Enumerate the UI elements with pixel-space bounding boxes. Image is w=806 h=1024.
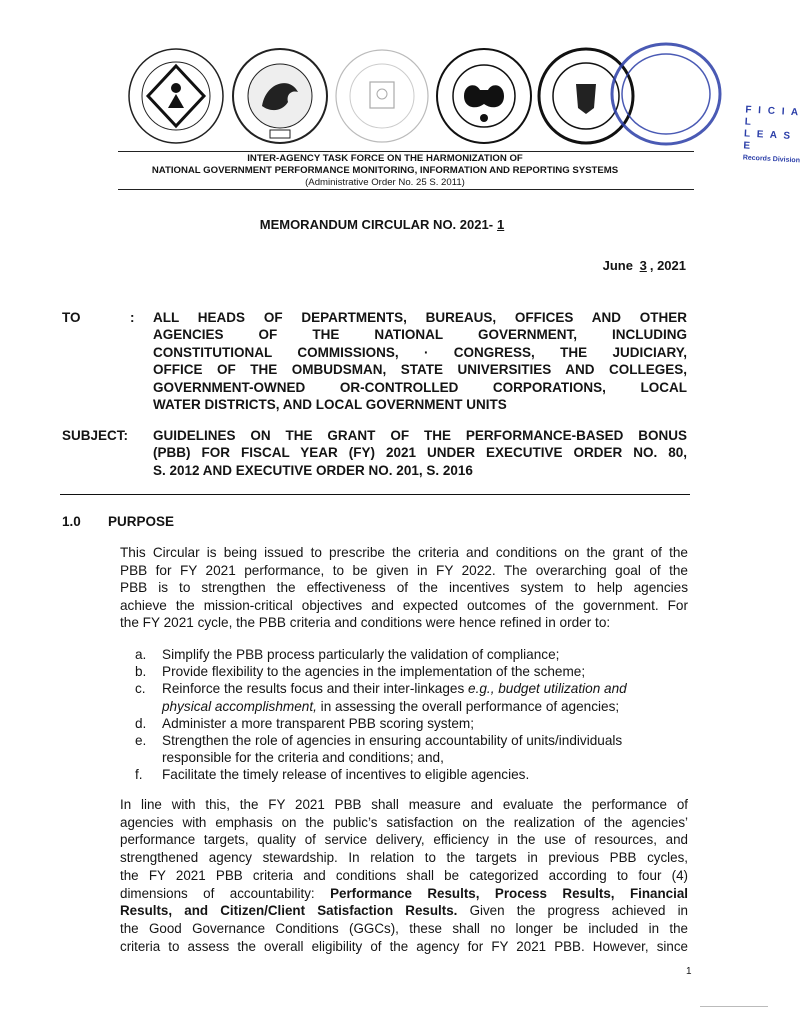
subject-label: SUBJECT: bbox=[62, 428, 129, 443]
paragraph-line: achieve the mission-critical objectives and expected outcomes of the government. For bbox=[120, 597, 688, 613]
paragraph-line: PBB for FY 2021 performance, to be given in FY 2022. The overarching goal of the bbox=[120, 562, 688, 578]
list-item-text: Strengthen the role of agencies in ensuring accountability of units/individuals bbox=[162, 733, 623, 749]
list-item-text: Simplify the PBB process particularly the validation of compliance; bbox=[162, 647, 560, 662]
purpose-paragraph-1 bbox=[120, 544, 688, 632]
date-year: , 2021 bbox=[649, 258, 686, 273]
footer-rule bbox=[700, 1006, 768, 1007]
paragraph-bold-text: Performance Results, Process Results, Financial bbox=[330, 885, 688, 901]
list-marker: d. bbox=[135, 715, 147, 731]
to-label: TO bbox=[62, 310, 81, 325]
to-colon: : bbox=[130, 310, 135, 325]
paragraph-text-part: dimensions of accountability: bbox=[120, 885, 331, 901]
date-month: June bbox=[602, 258, 633, 273]
paragraph-line bbox=[120, 902, 688, 920]
addressee-line: ALL HEADS OF DEPARTMENTS, BUREAUS, OFFICES AND OTHER bbox=[153, 310, 687, 325]
list-item-text: Facilitate the timely release of incentives to eligible agencies. bbox=[162, 767, 530, 783]
paragraph-text-part: Given the progress achieved in bbox=[457, 903, 688, 919]
administrative-order-ref: (Administrative Order No. 25 S. 2011) bbox=[305, 177, 465, 188]
paragraph-line: the Good Governance Conditions (GGCs), these shall no longer be included in the bbox=[120, 920, 688, 936]
subject-block bbox=[153, 427, 687, 479]
list-item-text: Provide flexibility to the agencies in the implementation of the scheme; bbox=[162, 664, 586, 680]
received-stamp-icon bbox=[604, 42, 722, 150]
list-item-text bbox=[162, 680, 690, 697]
purpose-paragraph-2 bbox=[120, 796, 688, 955]
list-marker: a. bbox=[135, 647, 147, 662]
section-number: 1.0 bbox=[62, 514, 81, 529]
list-item-text: Administer a more transparent PBB scoring system; bbox=[162, 715, 475, 731]
paragraph-line: agencies with emphasis on the public’s satisfaction on the realization of the agencies’ bbox=[120, 814, 688, 830]
section-divider bbox=[60, 494, 690, 495]
paragraph-line: In line with this, the FY 2021 PBB shall measure and evaluate the performance of bbox=[120, 797, 688, 812]
date-day: 3 bbox=[639, 258, 647, 273]
list-item bbox=[135, 715, 690, 732]
stamp-line-2: L E A S E bbox=[743, 128, 793, 152]
paragraph-line: performance targets, quality of service delivery, efficiency in the use of resources, and bbox=[120, 832, 688, 848]
list-item bbox=[135, 766, 690, 783]
memo-title-prefix: MEMORANDUM CIRCULAR NO. 2021- bbox=[259, 217, 494, 232]
list-text-part: Reinforce the results focus and their inter-linkages bbox=[162, 681, 469, 697]
subject-line: S. 2012 AND EXECUTIVE ORDER NO. 201, S. 2016 bbox=[153, 462, 473, 478]
stamp-line-3: Records Division bbox=[742, 154, 801, 165]
paragraph-line: strengthened agency stewardship. In relation to the targets in previous PBB cycles, bbox=[120, 850, 688, 866]
list-item bbox=[135, 663, 690, 680]
addressee-line: OFFICE OF THE OMBUDSMAN, STATE UNIVERSITIES AND COLLEGES, bbox=[153, 362, 687, 378]
list-item-text-cont: responsible for the criteria and conditions; and, bbox=[162, 750, 444, 766]
list-marker: e. bbox=[135, 733, 147, 749]
memorandum-title bbox=[0, 217, 768, 232]
department-of-finance-seal-icon bbox=[434, 46, 534, 146]
page-number: 1 bbox=[686, 966, 692, 977]
list-item-text-cont bbox=[162, 698, 690, 715]
header-rule-bottom bbox=[118, 189, 694, 190]
addressee-line: GOVERNMENT-OWNED OR-CONTROLLED CORPORATIONS, LOCAL bbox=[153, 379, 687, 395]
section-title: PURPOSE bbox=[108, 514, 175, 529]
memo-number: 1 bbox=[497, 217, 505, 232]
list-text-emphasis: physical accomplishment, bbox=[162, 698, 317, 714]
subject-line: GUIDELINES ON THE GRANT OF THE PERFORMANCE-BASED BONUS bbox=[153, 428, 687, 443]
addressee-line: AGENCIES OF THE NATIONAL GOVERNMENT, INCLUDING bbox=[153, 327, 687, 343]
paragraph-line: the FY 2021 cycle, the PBB criteria and conditions were hence refined in order to: bbox=[120, 615, 611, 631]
list-text-emphasis: e.g., budget utilization and bbox=[468, 681, 627, 697]
subject-line: (PBB) FOR FISCAL YEAR (FY) 2021 UNDER EXECUTIVE ORDER NO. 80, bbox=[153, 445, 687, 461]
budget-management-seal-icon bbox=[230, 46, 330, 146]
addressee-line: CONSTITUTIONAL COMMISSIONS, · CONGRESS, THE JUDICIARY, bbox=[153, 344, 687, 360]
paragraph-line: the FY 2021 PBB criteria and conditions shall be categorized according to four (4) bbox=[120, 867, 688, 883]
task-force-seal-icon bbox=[126, 46, 226, 146]
list-item bbox=[135, 732, 690, 766]
addressee-line: WATER DISTRICTS, AND LOCAL GOVERNMENT UNITS bbox=[153, 397, 507, 413]
paragraph-line bbox=[120, 885, 688, 903]
paragraph-line: This Circular is being issued to prescribe the criteria and conditions on the grant of the bbox=[120, 545, 688, 560]
list-marker: b. bbox=[135, 664, 147, 680]
list-text-part: in assessing the overall performance of agencies; bbox=[316, 698, 620, 714]
addressee-block bbox=[153, 309, 687, 413]
list-marker: c. bbox=[135, 681, 146, 697]
task-force-title-line-1: INTER-AGENCY TASK FORCE ON THE HARMONIZATION OF bbox=[247, 153, 523, 164]
memo-date bbox=[603, 258, 686, 273]
list-marker: f. bbox=[135, 767, 143, 783]
list-item bbox=[135, 646, 690, 663]
objectives-list bbox=[135, 646, 690, 784]
paragraph-line: criteria to assess the overall eligibility of the agency for FY 2021 PBB. However, since bbox=[120, 938, 688, 954]
paragraph-bold-text: Results, and Citizen/Client Satisfaction Results. bbox=[120, 903, 458, 919]
list-item bbox=[135, 680, 690, 714]
task-force-title-line-2: NATIONAL GOVERNMENT PERFORMANCE MONITORING, INFORMATION AND REPORTING SYSTEMS bbox=[151, 165, 619, 176]
header-rule-top bbox=[118, 151, 694, 152]
paragraph-line: PBB is to strengthen the effectiveness of the incentives system to help agencies bbox=[120, 580, 688, 596]
stamp-line-1: F I C I A L bbox=[744, 104, 801, 128]
received-stamp-text bbox=[742, 104, 805, 167]
office-of-the-president-seal-icon bbox=[332, 46, 432, 146]
